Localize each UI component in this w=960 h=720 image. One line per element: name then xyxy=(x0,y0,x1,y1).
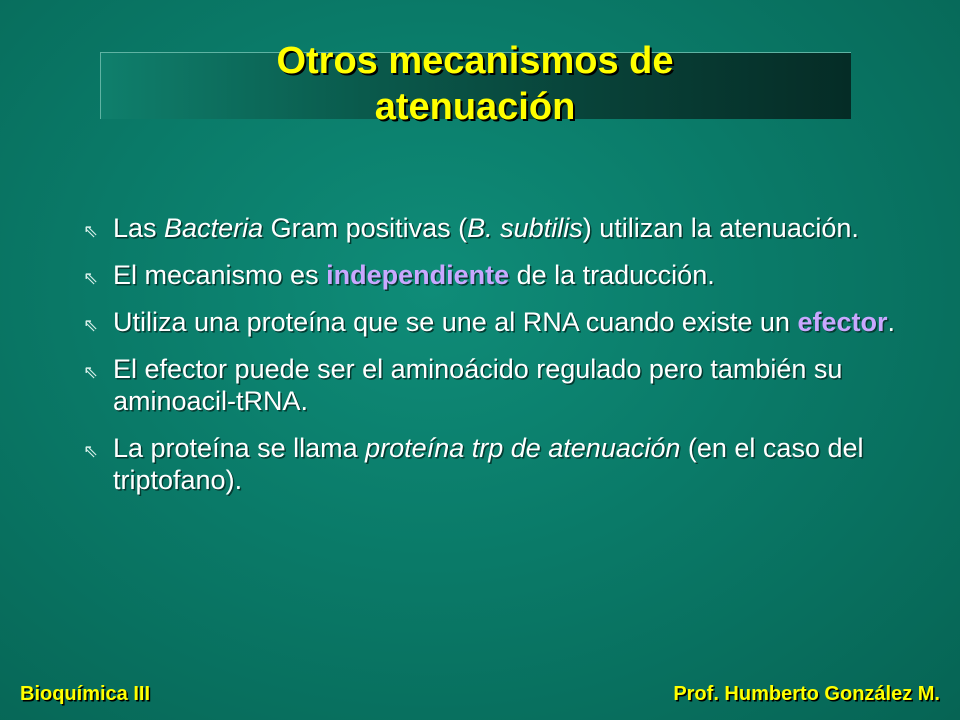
slide-title-line-1: Otros mecanismos de xyxy=(276,40,674,82)
arrow-up-left-icon: ⇖ xyxy=(83,315,99,335)
bullet-text: El mecanismo es xyxy=(113,260,327,290)
arrow-up-left-icon: ⇖ xyxy=(83,441,99,461)
bullet-item xyxy=(80,353,900,417)
bullet-text: La proteína se llama xyxy=(113,433,366,463)
bullet-text: (en el caso del triptofano). xyxy=(113,433,864,495)
bullet-text: . xyxy=(887,307,895,337)
arrow-up-left-icon: ⇖ xyxy=(83,221,99,241)
arrow-up-left-icon: ⇖ xyxy=(83,362,99,382)
bullet-text: Gram positivas ( xyxy=(263,213,468,243)
bullet-text: ) utilizan la atenuación. xyxy=(582,213,859,243)
footer-author: Prof. Humberto González M. xyxy=(673,683,940,705)
bullet-highlight: independiente xyxy=(326,260,510,290)
bullet-item xyxy=(80,306,900,338)
bullet-text: Utiliza una proteína que se une al RNA cuando existe un xyxy=(113,307,798,337)
bullet-item xyxy=(80,212,900,244)
slide-title xyxy=(100,38,850,130)
bullet-highlight: efector xyxy=(797,307,888,337)
bullet-text: Las xyxy=(113,213,165,243)
bullet-italic: proteína trp de atenuación xyxy=(365,433,681,463)
footer-course: Bioquímica III xyxy=(20,683,151,705)
bullet-text: El efector puede ser el aminoácido regulado pero también su aminoacil-tRNA. xyxy=(113,354,843,416)
bullet-text: de la traducción. xyxy=(509,260,715,290)
bullet-item xyxy=(80,259,900,291)
slide-title-line-2: atenuación xyxy=(374,86,576,128)
bullet-list xyxy=(80,212,900,511)
bullet-item xyxy=(80,432,900,496)
bullet-italic: B. subtilis xyxy=(467,213,583,243)
bullet-italic: Bacteria xyxy=(164,213,264,243)
arrow-up-left-icon: ⇖ xyxy=(83,268,99,288)
